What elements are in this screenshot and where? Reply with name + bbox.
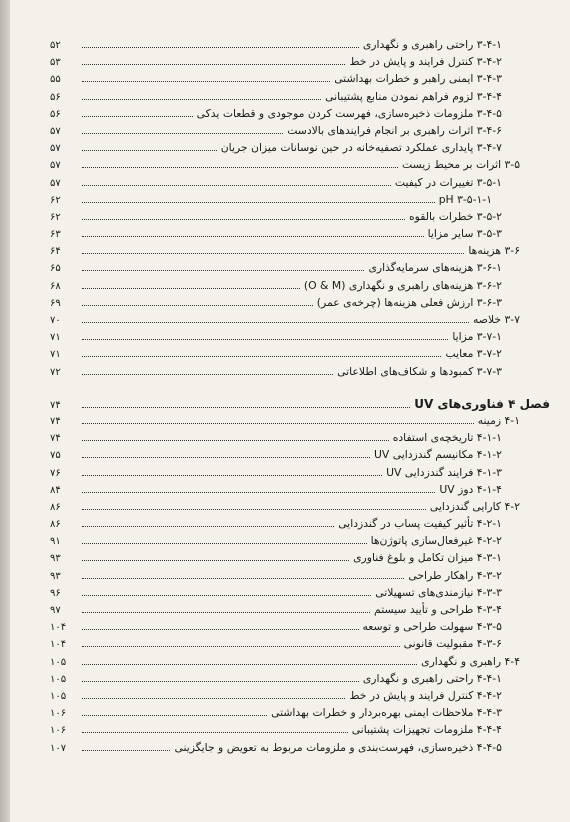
toc-page-number: ۷۴ [50,433,61,445]
toc-title: ۳-۷-۱ مزایا [452,330,502,344]
toc-title: ۳-۷ خلاصه [472,313,520,326]
dot-leader [82,150,217,151]
dot-leader [82,560,349,561]
toc-title: ۴-۴-۱ راحتی راهبری و نگهداری [362,671,502,685]
dot-leader [82,423,474,424]
dot-leader [82,99,321,100]
toc-title: ۳-۴-۷ پایداری عملکرد تصفیه‌خانه در حین نوسانات میزان جریان [220,141,502,155]
toc-title: ۴-۳-۳ نیازمندی‌های تسهیلاتی [375,585,502,599]
toc-row[interactable] [50,227,550,244]
toc-row[interactable] [50,466,550,483]
dot-leader [82,612,370,613]
toc-page-number: ۸۶ [50,501,61,513]
toc-title: ۴-۳-۵ سهولت طراحی و توسعه [362,620,502,634]
dot-leader [82,457,370,458]
dot-leader [82,664,417,665]
dot-leader [82,305,313,306]
dot-leader [82,133,283,134]
toc-row[interactable] [50,723,550,740]
toc-page-number: ۷۵ [50,450,61,462]
toc-title: ۴-۳-۱ میزان تکامل و بلوغ فناوری [353,551,502,565]
toc-title: ۳-۶-۳ ارزش فعلی هزینه‌ها (چرخه‌ی عمر) [316,295,502,309]
toc-row[interactable] [50,551,550,568]
toc-page-number: ۶۸ [50,280,61,292]
dot-leader [82,732,348,733]
toc-title: ۴-۲-۲ غیرفعال‌سازی پاتوژن‌ها [370,534,502,548]
dot-leader [82,578,404,579]
dot-leader [82,47,359,48]
dot-leader [82,356,441,357]
toc-row[interactable] [50,603,550,620]
dot-leader [82,715,267,716]
dot-leader [82,116,193,117]
toc-title: ۳-۵-۱ تغییرات در کیفیت [394,175,502,189]
toc-row[interactable] [50,330,550,347]
dot-leader [82,81,330,82]
toc-row[interactable] [50,534,550,551]
toc-row[interactable] [50,689,550,706]
toc-page-number: ۷۴ [50,399,61,411]
toc-page-number: ۶۳ [50,229,61,241]
toc-title: ۴-۱-۱ تاریخچه‌ی استفاده [392,431,502,445]
toc-page-number: ۷۱ [50,349,61,361]
dot-leader [82,629,359,630]
toc-row[interactable] [50,210,550,227]
toc-page-number: ۷۶ [50,467,61,479]
toc-page-number: ۵۷ [50,160,61,172]
chapter-gap [50,382,550,397]
toc-title: ۴-۴ راهبری و نگهداری [421,654,520,668]
dot-leader [82,543,367,544]
toc-title: ۳-۴-۲ کنترل فرایند و پایش در خط [349,55,502,69]
toc-row[interactable] [50,261,550,278]
table-of-contents [50,38,550,758]
toc-title: ۴-۱-۴ دوز UV [439,482,502,496]
dot-leader [82,322,469,323]
toc-title: ۴-۱ زمینه [477,413,520,427]
toc-title: ۳-۴-۵ ملزومات ذخیره‌سازی، فهرست کردن موجودی و قطعات یدکی [196,106,502,120]
toc-title: ۴-۲-۱ تأثیر کیفیت پساب در گندزدایی [338,517,502,531]
toc-row[interactable] [50,672,550,689]
toc-page-number: ۱۰۷ [50,742,67,754]
dot-leader [82,681,359,682]
toc-page-number: ۶۲ [50,211,61,223]
toc-row[interactable] [50,741,550,758]
toc-page-number: ۷۴ [50,415,61,427]
toc-title: ۳-۶-۲ هزینه‌های راهبری و نگهداری (O & M) [303,278,502,292]
toc-row[interactable] [50,107,550,124]
toc-row[interactable] [50,244,550,261]
toc-page-number: ۵۵ [50,74,61,86]
toc-row[interactable] [50,296,550,313]
dot-leader [82,253,464,254]
toc-row[interactable] [50,414,550,431]
dot-leader [82,202,435,203]
dot-leader [82,440,389,441]
toc-title: ۴-۳-۲ راهکار طراحی [408,568,502,582]
toc-page-number: ۱۰۵ [50,690,67,702]
toc-title: ۴-۴-۴ ملزومات تجهیزات پشتیبانی [351,723,502,737]
toc-title: ۴-۲ کارایی گندزدایی [429,499,520,513]
toc-page-number: ۵۷ [50,177,61,189]
toc-row[interactable] [50,176,550,193]
dot-leader [82,64,345,65]
toc-title: ۴-۴-۲ کنترل فرایند و پایش در خط [349,688,502,702]
dot-leader [82,526,334,527]
toc-title: ۴-۴-۳ ملاحظات ایمنی بهره‌بردار و خطرات بهداشتی [271,706,502,720]
toc-page-number: ۵۶ [50,91,61,103]
toc-page-number: ۵۲ [50,40,61,51]
toc-page-number: ۵۶ [50,108,61,120]
dot-leader [82,270,364,271]
dot-leader [82,750,170,751]
dot-leader [82,374,333,375]
toc-row[interactable] [50,431,550,448]
toc-row[interactable] [50,72,550,89]
toc-row[interactable] [50,365,550,382]
toc-page-number: ۶۲ [50,194,61,206]
dot-leader [82,407,410,408]
page-edge [0,0,10,822]
toc-title: ۳-۴-۴ لزوم فراهم نمودن منابع پشتیبانی [325,89,502,103]
toc-title: ۳-۶-۱ هزینه‌های سرمایه‌گذاری [368,261,502,275]
toc-page-number: ۹۳ [50,570,61,582]
dot-leader [82,509,426,510]
toc-row[interactable] [50,141,550,158]
toc-title: ۳-۴-۳ ایمنی راهبر و خطرات بهداشتی [334,72,502,86]
toc-page-number: ۱۰۶ [50,708,67,720]
toc-title: ۳-۶ هزینه‌ها [468,244,520,258]
toc-title: ۳-۷-۲ معایب [445,347,502,361]
toc-row[interactable] [50,500,550,517]
toc-title: ۴-۱-۳ فرایند گندزدایی UV [386,465,502,479]
dot-leader [82,185,391,186]
toc-title: ۳-۴-۱ راحتی راهبری و نگهداری [362,38,502,51]
toc-page-number: ۱۰۶ [50,725,67,737]
book-page [10,0,570,822]
toc-row[interactable] [50,586,550,603]
dot-leader [82,698,345,699]
toc-page-number: ۶۹ [50,297,61,309]
toc-title: ۴-۳-۶ مقبولیت قانونی [403,637,502,651]
toc-page-number: ۶۵ [50,263,61,275]
dot-leader [82,167,398,168]
toc-title: فصل ۴ فناوری‌های UV [414,396,550,411]
dot-leader [82,339,448,340]
toc-page-number: ۵۷ [50,125,61,137]
toc-page-number: ۹۷ [50,605,61,616]
toc-page-number: ۱۰۵ [50,673,67,685]
toc-chapter-row[interactable] [50,397,550,414]
toc-page-number: ۸۶ [50,519,61,531]
toc-row[interactable] [50,517,550,534]
toc-page-number: ۷۲ [50,366,61,378]
toc-row[interactable] [50,637,550,654]
toc-title: ۳-۵-۱-۱ pH [438,192,492,206]
toc-page-number: ۷۰ [50,315,61,326]
toc-row[interactable] [50,569,550,586]
dot-leader [82,595,371,596]
toc-row[interactable] [50,193,550,210]
toc-page-number: ۹۶ [50,587,61,599]
dot-leader [82,219,405,220]
toc-row[interactable] [50,483,550,500]
dot-leader [82,475,382,476]
toc-row[interactable] [50,448,550,465]
toc-title: ۴-۴-۵ ذخیره‌سازی، فهرست‌بندی و ملزومات مربوط به تعویض و جایگزینی [174,740,502,754]
toc-page-number: ۸۴ [50,484,61,496]
toc-title: ۳-۵ اثرات بر محیط زیست [401,158,520,172]
toc-page-number: ۵۳ [50,57,61,69]
toc-row[interactable] [50,620,550,637]
toc-title: ۴-۳-۴ طراحی و تأیید سیستم [374,603,502,616]
toc-page-number: ۱۰۴ [50,639,67,651]
toc-title: ۳-۵-۲ خطرات بالقوه [409,209,502,223]
toc-row[interactable] [50,90,550,107]
toc-row[interactable] [50,655,550,672]
toc-title: ۳-۴-۶ اثرات راهبری بر انجام فرایندهای بالادست [287,123,502,137]
toc-title: ۳-۷-۳ کمبودها و شکاف‌های اطلاعاتی [337,364,502,378]
toc-page-number: ۹۳ [50,553,61,565]
toc-row[interactable] [50,55,550,72]
toc-page-number: ۱۰۴ [50,622,67,634]
toc-row[interactable] [50,124,550,141]
toc-row[interactable] [50,38,550,55]
toc-row[interactable] [50,706,550,723]
toc-row[interactable] [50,313,550,330]
toc-row[interactable] [50,158,550,175]
toc-page-number: ۵۷ [50,143,61,155]
dot-leader [82,646,400,647]
toc-row[interactable] [50,279,550,296]
toc-page-number: ۷۱ [50,332,61,344]
dot-leader [82,288,300,289]
dot-leader [82,492,435,493]
toc-title: ۴-۱-۲ مکانیسم گندزدایی UV [373,448,502,462]
toc-page-number: ۹۱ [50,536,61,548]
dot-leader [82,236,424,237]
toc-row[interactable] [50,347,550,364]
toc-page-number: ۶۴ [50,246,61,258]
toc-page-number: ۱۰۵ [50,656,67,668]
toc-title: ۳-۵-۳ سایر مزایا [427,227,502,241]
